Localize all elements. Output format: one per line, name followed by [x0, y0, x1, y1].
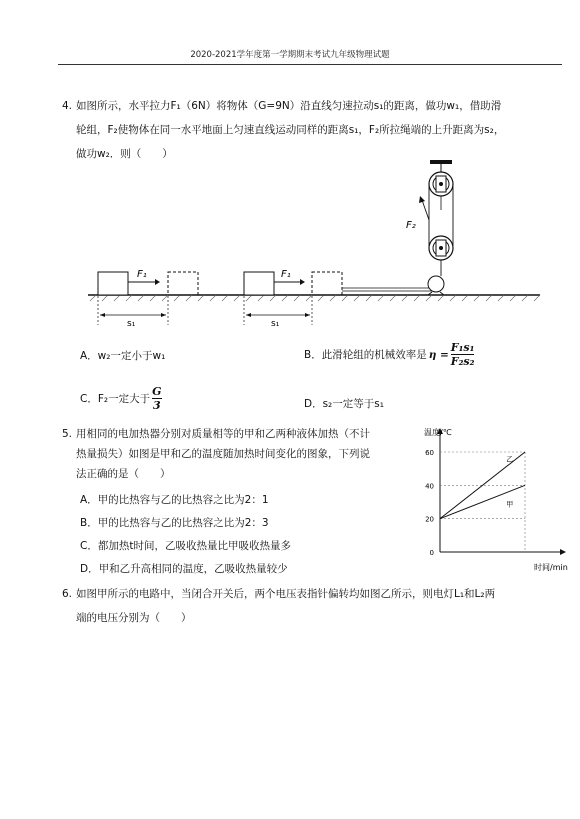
header-rule — [58, 64, 562, 65]
y-tick-label: 20 — [425, 515, 434, 524]
question-number: 6. — [62, 588, 73, 600]
y-tick-label: 60 — [425, 449, 434, 457]
question-4-line-3: 做功w₂．则（ ） — [76, 148, 173, 160]
block-left-dashed — [168, 272, 198, 295]
question-5 — [62, 424, 416, 484]
page-header: 2020-2021学年度第一学期期末考试九年级物理试题 — [190, 50, 390, 60]
q4-option-c — [80, 386, 162, 411]
y-axis-label: 温度/℃ — [424, 428, 452, 437]
f1-label-mid: F₁ — [281, 269, 291, 280]
question-5-line-2: 热量损失）如图是甲和乙的温度随加热时间变化的图象，下列说 — [76, 448, 370, 460]
s1-label-mid: s₁ — [271, 319, 280, 329]
question-number: 5. — [62, 428, 73, 440]
fraction-numerator: G — [152, 385, 162, 398]
fraction-denominator: F₂s₂ — [450, 355, 475, 368]
y-tick-label: 0 — [429, 549, 434, 557]
q4-option-d: D．s₂一定等于s₁ — [304, 398, 384, 410]
q4-option-b — [304, 342, 474, 367]
block-mid-dashed — [312, 272, 342, 295]
q4-option-b-text: B．此滑轮组的机械效率是 — [304, 348, 427, 361]
efficiency-symbol: η = — [428, 348, 449, 361]
q4-option-a: A．w₂一定小于w₁ — [80, 350, 166, 362]
q5-option-a: A．甲的比热容与乙的比热容之比为2：1 — [80, 494, 269, 506]
ceiling-mount — [430, 160, 452, 164]
x-axis-arrow — [560, 549, 566, 555]
f2-label: F₂ — [406, 220, 416, 231]
y-tick-label: 40 — [425, 482, 434, 491]
s1-label-left: s₁ — [127, 319, 136, 329]
question-6-line-1: 如图甲所示的电路中，当闭合开关后，两个电压表指针偏转均如图乙所示，则电灯L₁和L₂两 — [76, 588, 496, 600]
g-fraction — [152, 386, 161, 411]
block-mid — [244, 272, 274, 295]
q5-option-c: C．都加热t时间，乙吸收热量比甲吸收热量多 — [80, 540, 291, 552]
fraction-denominator: 3 — [152, 399, 161, 412]
block-left — [98, 272, 128, 295]
question-4-line-1: 如图所示，水平拉力F₁（6N）将物体（G=9N）沿直线匀速拉动s₁的距离，做功w₁，借助滑 — [76, 100, 502, 112]
question-5-line-1: 用相同的电加热器分别对质量相等的甲和乙两种液体加热（不计 — [76, 428, 370, 440]
q4-option-c-text: C．F₂一定大于 — [80, 392, 151, 405]
pulley-figure — [80, 160, 560, 335]
question-5-line-3: 法正确的是（ ） — [76, 468, 171, 480]
question-6 — [62, 582, 566, 630]
ground-hatch — [90, 295, 540, 301]
question-number: 4. — [62, 100, 73, 112]
x-axis-label: 时间/min — [534, 563, 568, 572]
f2-arrow — [422, 200, 429, 220]
f1-label-left: F₁ — [137, 269, 147, 280]
series-label-1: 甲 — [506, 500, 514, 509]
fraction-numerator: F₁s₁ — [450, 341, 475, 354]
series-label-0: 乙 — [506, 455, 514, 464]
question-4 — [62, 94, 566, 166]
question-4-line-2: 轮组，F₂使物体在同一水平地面上匀速直线运动同样的距离s₁，F₂所拉绳端的上升距离为s₂， — [76, 124, 505, 136]
q5-option-d: D．甲和乙升高相同的温度，乙吸收热量较少 — [80, 563, 288, 575]
q5-option-b: B．甲的比热容与乙的比热容之比为2：3 — [80, 517, 269, 529]
ground-pulley — [428, 276, 444, 292]
efficiency-fraction — [451, 342, 475, 367]
question-6-line-2: 端的电压分别为（ ） — [76, 612, 192, 624]
temperature-chart — [410, 420, 575, 580]
